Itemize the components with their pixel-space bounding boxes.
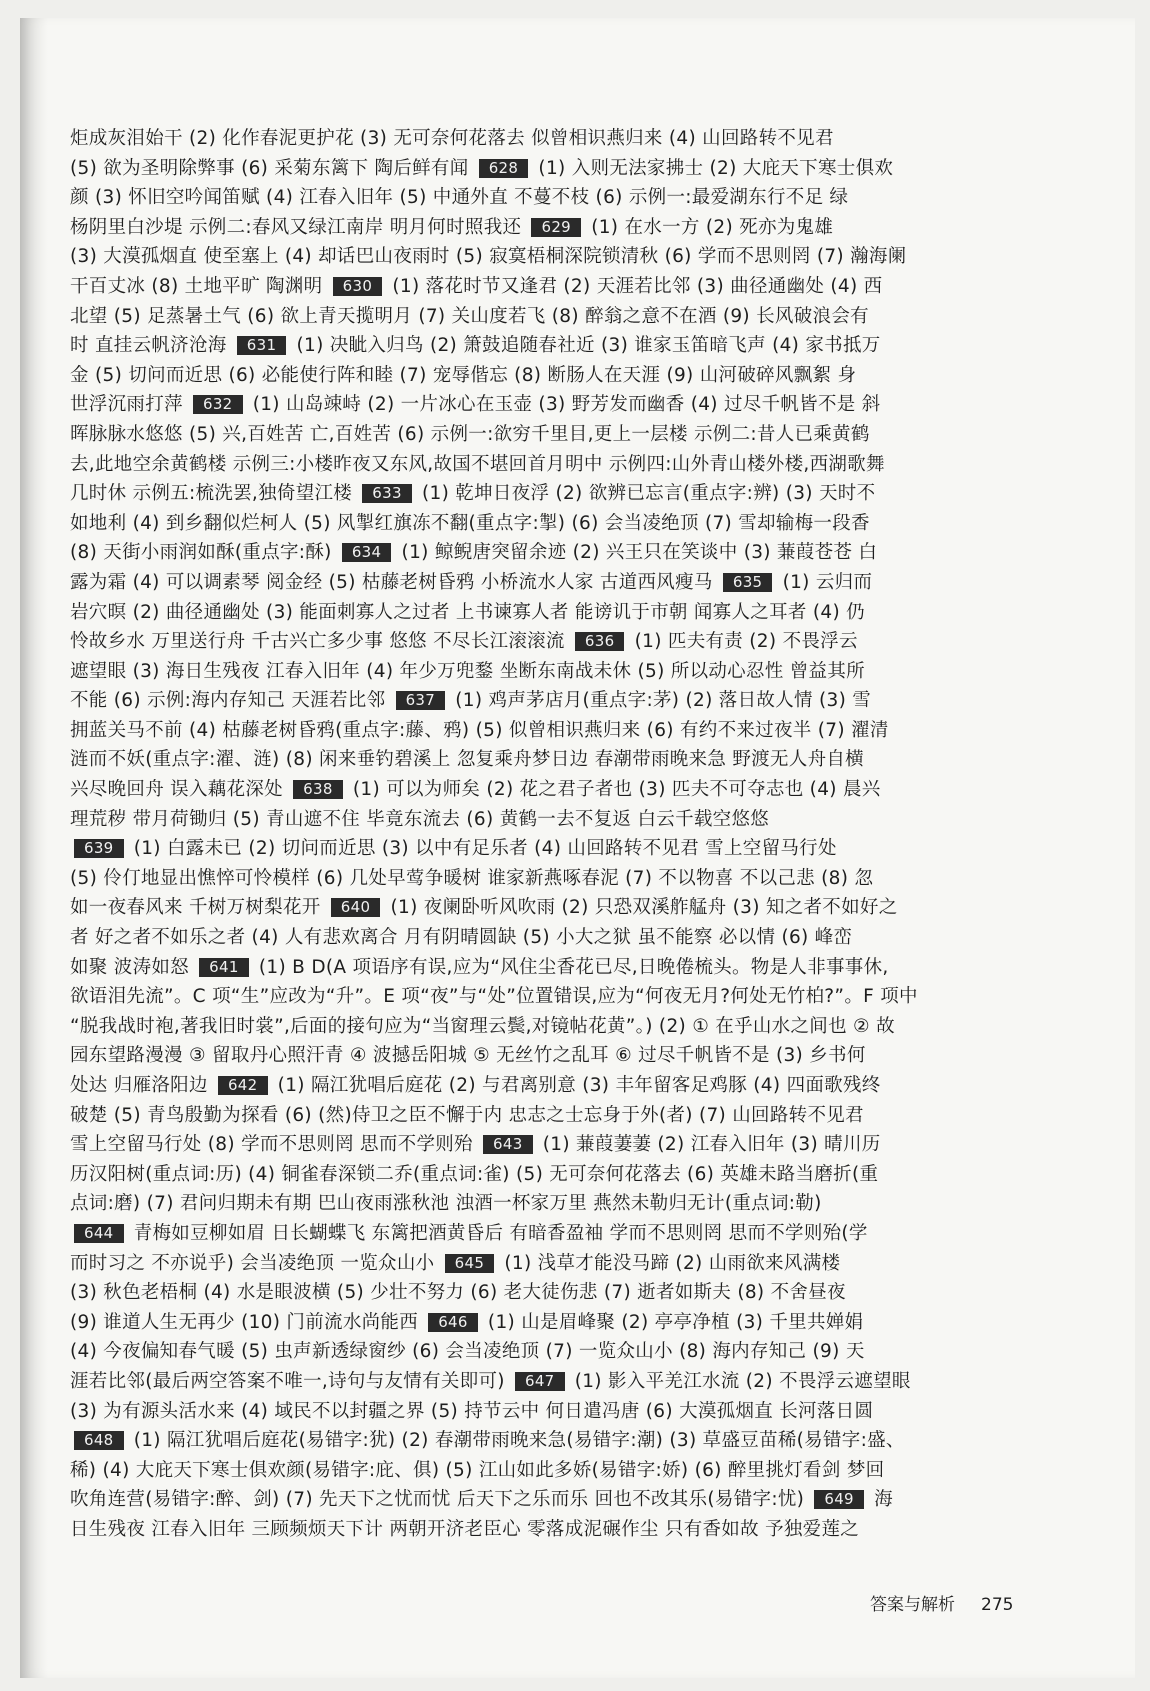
answer-text: 如一夜春风来 千树万树梨花开 xyxy=(70,897,327,919)
answer-text: 遮望眼 (3) 海日生残夜 江春入旧年 (4) 年少万兜鍪 坐断东南战未休 (5) 所以动心忍性 曾益其所 xyxy=(70,660,865,682)
text-line xyxy=(70,716,1025,746)
answer-text: 拥蓝关马不前 (4) 枯藤老树昏鸦(重点字:藤、鸦) (5) 似曾相识燕归来 (6) 有约不来过夜半 (7) 濯清 xyxy=(70,719,889,741)
answer-text: 如聚 波涛如怒 xyxy=(70,956,196,978)
answer-text: 金 (5) 切问而近思 (6) 必能使行阵和睦 (7) 宠辱偕忘 (8) 断肠人在天涯 (9) 山河破碎风飘絮 身 xyxy=(70,364,857,386)
answer-text: (9) 谁道人生无再少 (10) 门前流水尚能西 xyxy=(70,1311,425,1333)
answer-text: 北望 (5) 足蒸暑土气 (6) 欲上青天揽明月 (7) 关山度若飞 (8) 醉翁之意不在酒 (9) 长风破浪会有 xyxy=(70,305,869,327)
question-number-badge: 648 xyxy=(74,1431,124,1450)
answer-text: 稀) (4) 大庇天下寒士俱欢颜(易错字:庇、俱) (5) 江山如此多娇(易错字:娇) (6) 醉里挑灯看剑 梦回 xyxy=(70,1459,885,1481)
text-line xyxy=(70,302,1025,332)
text-line xyxy=(70,1485,1025,1515)
answer-text: 欲语泪先流”。C 项“生”应改为“升”。E 项“夜”与“处”位置错误,应为“何夜无月?何处无竹柏?”。F 项中 xyxy=(70,986,918,1008)
text-line xyxy=(70,1130,1025,1160)
answer-text: 露为霜 (4) 可以调素琴 阅金经 (5) 枯藤老树昏鸦 小桥流水人家 古道西风瘦马 xyxy=(70,571,719,593)
text-line xyxy=(70,686,1025,716)
question-number-badge: 628 xyxy=(479,159,529,178)
answer-text: (1) 影入平羌江水流 (2) 不畏浮云遮望眼 xyxy=(568,1370,911,1392)
text-line xyxy=(70,361,1025,391)
answer-text: 海 xyxy=(867,1489,893,1511)
answer-text: 岩穴暝 (2) 曲径通幽处 (3) 能面刺寡人之过者 上书谏寡人者 能谤讥于市朝 闻寡人之耳者 (4) 仍 xyxy=(70,601,865,623)
answer-text: (1) 夜阑卧听风吹雨 (2) 只恐双溪舴艋舟 (3) 知之者不如好之 xyxy=(384,897,898,919)
page-footer xyxy=(870,1590,1013,1615)
answer-text: 涟而不妖(重点字:濯、涟) (8) 闲来垂钓碧溪上 忽复乘舟梦日边 春潮带雨晚来急 野渡无人舟自横 xyxy=(70,749,864,771)
text-line xyxy=(70,1249,1025,1279)
answer-text: 干百丈冰 (8) 土地平旷 陶渊明 xyxy=(70,275,329,297)
text-line xyxy=(70,1278,1025,1308)
answer-text: 理荒秽 带月荷锄归 (5) 青山遮不住 毕竟东流去 (6) 黄鹤一去不复返 白云千载空悠悠 xyxy=(70,808,770,830)
answer-text: 园东望路漫漫 ③ 留取丹心照汗青 ④ 波撼岳阳城 ⑤ 无丝竹之乱耳 ⑥ 过尽千帆皆不是 (3) 乡书何 xyxy=(70,1045,866,1067)
text-line xyxy=(70,953,1025,983)
answer-text: 几时休 示例五:梳洗罢,独倚望江楼 xyxy=(70,483,359,505)
text-line xyxy=(70,568,1025,598)
text-line xyxy=(70,450,1025,480)
answer-text: 点词:磨) (7) 君问归期未有期 巴山夜雨涨秋池 浊酒一杯家万里 燕然未勒归无计(重点词:勒) xyxy=(70,1193,822,1215)
answer-text: (1) 白露未已 (2) 切问而近思 (3) 以中有足乐者 (4) 山回路转不见君 雪上空留马行处 xyxy=(127,838,837,860)
text-line xyxy=(70,272,1025,302)
text-line xyxy=(70,390,1025,420)
page-number: 275 xyxy=(981,1595,1014,1615)
answer-text: (1) 在水一方 (2) 死亦为鬼雄 xyxy=(585,216,834,238)
answer-text: 而时习之 不亦说乎) 会当凌绝顶 一览众山小 xyxy=(70,1252,441,1274)
question-number-badge: 647 xyxy=(515,1372,565,1391)
text-line xyxy=(70,745,1025,775)
text-line xyxy=(70,598,1025,628)
answer-text: (1) 乾坤日夜浮 (2) 欲辨已忘言(重点字:辨) (3) 天时不 xyxy=(415,483,876,505)
answer-text: (1) 鲸鲵唐突留余迹 (2) 兴王只在笑谈中 (3) 蒹葭苍苍 白 xyxy=(395,542,878,564)
text-line xyxy=(70,331,1025,361)
text-line xyxy=(70,805,1025,835)
text-line xyxy=(70,1219,1025,1249)
question-number-badge: 635 xyxy=(723,573,773,592)
answer-text: (5) 欲为圣明除弊事 (6) 采菊东篱下 陶后鲜有闻 xyxy=(70,157,475,179)
question-number-badge: 643 xyxy=(483,1135,533,1154)
text-line xyxy=(70,1456,1025,1486)
answer-text: (1) 决眦入归鸟 (2) 箫鼓追随春社近 (3) 谁家玉笛暗飞声 (4) 家书抵万 xyxy=(290,335,881,357)
answer-text: (1) 山是眉峰聚 (2) 亭亭净植 (3) 千里共婵娟 xyxy=(481,1311,864,1333)
text-line xyxy=(70,1071,1025,1101)
text-line xyxy=(70,627,1025,657)
question-number-badge: 629 xyxy=(531,218,581,237)
answer-text: 历汉阳树(重点词:历) (4) 铜雀春深锁二乔(重点词:雀) (5) 无可奈何花落去 (6) 英雄未路当磨折(重 xyxy=(70,1163,879,1185)
answer-text: (5) 伶仃地显出憔悴可怜模样 (6) 几处早莺争暖树 谁家新燕啄春泥 (7) 不以物喜 不以己悲 (8) 忽 xyxy=(70,867,874,889)
text-line xyxy=(70,1101,1025,1131)
answer-text: (1) 浅草才能没马蹄 (2) 山雨欲来风满楼 xyxy=(498,1252,841,1274)
answer-text: (1) 鸡声茅店月(重点字:茅) (2) 落日故人情 (3) 雪 xyxy=(449,690,872,712)
answer-text: 炬成灰泪始干 (2) 化作春泥更护花 (3) 无可奈何花落去 似曾相识燕归来 (4) 山回路转不见君 xyxy=(70,128,834,149)
answer-text: (1) B D(A 项语序有误,应为“风住尘香花已尽,日晚倦梳头。物是人非事事休, xyxy=(252,956,889,978)
text-line xyxy=(70,479,1025,509)
answer-text: 颜 (3) 怀旧空吟闻笛赋 (4) 江春入旧年 (5) 中通外直 不蔓不枝 (6) 示例一:最爱湖东行不足 绿 xyxy=(70,187,849,209)
answer-text-body xyxy=(70,124,1025,1545)
answer-text: (1) 隔江犹唱后庭花 (2) 与君离别意 (3) 丰年留客足鸡豚 (4) 四面歌残终 xyxy=(271,1075,881,1096)
answer-text: 如地利 (4) 到乡翻似烂柯人 (5) 风掣红旗冻不翻(重点字:掣) (6) 会当凌绝顶 (7) 雪却输梅一段香 xyxy=(70,512,870,534)
answer-text: (3) 秋色老梧桐 (4) 水是眼波横 (5) 少壮不努力 (6) 老大徒伤悲 (7) 逝者如斯夫 (8) 不舍昼夜 xyxy=(70,1282,846,1304)
text-line xyxy=(70,834,1025,864)
text-line xyxy=(70,538,1025,568)
answer-text: (8) 天街小雨润如酥(重点字:酥) xyxy=(70,542,338,564)
answer-text: 涯若比邻(最后两空答案不唯一,诗句与友情有关即可) xyxy=(70,1370,511,1392)
answer-text: 时 直挂云帆济沧海 xyxy=(70,335,233,357)
answer-text: (1) 可以为师矣 (2) 花之君子者也 (3) 匹夫不可夺志也 (4) 晨兴 xyxy=(346,779,881,801)
text-line xyxy=(70,775,1025,805)
answer-text: (1) 匹夫有责 (2) 不畏浮云 xyxy=(628,631,858,653)
text-line xyxy=(70,893,1025,923)
text-line xyxy=(70,1397,1025,1427)
answer-text: 杨阴里白沙堤 示例二:春风又绿江南岸 明月何时照我还 xyxy=(70,216,528,238)
question-number-badge: 646 xyxy=(428,1313,478,1332)
answer-text: “脱我战时袍,著我旧时裳”,后面的接句应为“当窗理云鬓,对镜帖花黄”。) (2) ① 在乎山水之间也 ② 故 xyxy=(70,1015,895,1037)
text-line xyxy=(70,1308,1025,1338)
text-line xyxy=(70,1426,1025,1456)
question-number-badge: 645 xyxy=(445,1254,495,1273)
answer-text: (4) 今夜偏知春气暖 (5) 虫声新透绿窗纱 (6) 会当凌绝顶 (7) 一览众山小 (8) 海内存知己 (9) 天 xyxy=(70,1341,865,1363)
answer-text: 世浮沉雨打萍 xyxy=(70,394,189,416)
question-number-badge: 630 xyxy=(333,277,383,296)
answer-text: 日生残夜 江春入旧年 三顾频烦天下计 两朝开济老臣心 零落成泥碾作尘 只有香如故 予独爱莲之 xyxy=(70,1518,860,1540)
answer-text: (1) 隔江犹唱后庭花(易错字:犹) (2) 春潮带雨晚来急(易错字:潮) (3) 草盛豆苗稀(易错字:盛、 xyxy=(127,1430,905,1452)
answer-text: (1) 云归而 xyxy=(776,571,873,593)
answer-text: (1) 山岛竦峙 (2) 一片冰心在玉壶 (3) 野芳发而幽香 (4) 过尽千帆皆不是 斜 xyxy=(246,394,881,416)
answer-text: (1) 入则无法家拂士 (2) 大庇天下寒士俱欢 xyxy=(532,157,894,179)
text-line xyxy=(70,1012,1025,1042)
answer-text: (3) 为有源头活水来 (4) 域民不以封疆之界 (5) 持节云中 何日遣冯唐 (6) 大漠孤烟直 长河落日圆 xyxy=(70,1400,874,1422)
question-number-badge: 641 xyxy=(199,958,249,977)
text-line xyxy=(70,509,1025,539)
text-line xyxy=(70,242,1025,272)
page-binding-shadow xyxy=(20,18,48,1678)
answer-text: 怜故乡水 万里送行舟 千古兴亡多少事 悠悠 不尽长江滚滚流 xyxy=(70,631,571,653)
text-line xyxy=(70,1515,1025,1545)
question-number-badge: 633 xyxy=(362,484,412,503)
question-number-badge: 644 xyxy=(74,1224,124,1243)
answer-text: (3) 大漠孤烟直 使至塞上 (4) 却话巴山夜雨时 (5) 寂寞梧桐深院锁清秋 (6) 学而不思则罔 (7) 瀚海阑 xyxy=(70,246,907,268)
answer-text: 去,此地空余黄鹤楼 示例三:小楼昨夜又东风,故国不堪回首月明中 示例四:山外青山楼外楼,西湖歌舞 xyxy=(70,453,885,475)
answer-text: 破楚 (5) 青鸟殷勤为探看 (6) (然)侍卫之臣不懈于内 忠志之士忘身于外(者) (7) 山回路转不见君 xyxy=(70,1104,864,1126)
question-number-badge: 639 xyxy=(74,839,124,858)
question-number-badge: 640 xyxy=(331,898,381,917)
text-line xyxy=(70,1337,1025,1367)
text-line xyxy=(70,213,1025,243)
answer-text: 雪上空留马行处 (8) 学而不思则罔 思而不学则殆 xyxy=(70,1134,480,1156)
text-line xyxy=(70,154,1025,184)
text-line xyxy=(70,1189,1025,1219)
question-number-badge: 637 xyxy=(396,691,446,710)
text-line xyxy=(70,923,1025,953)
text-line xyxy=(70,124,1025,154)
text-line xyxy=(70,1160,1025,1190)
question-number-badge: 636 xyxy=(575,632,625,651)
text-line xyxy=(70,183,1025,213)
text-line xyxy=(70,657,1025,687)
text-line xyxy=(70,420,1025,450)
question-number-badge: 638 xyxy=(293,780,343,799)
answer-text: (1) 落花时节又逢君 (2) 天涯若比邻 (3) 曲径通幽处 (4) 西 xyxy=(386,275,883,297)
answer-text: 兴尽晚回舟 误入藕花深处 xyxy=(70,779,290,801)
text-line xyxy=(70,864,1025,894)
answer-text: 不能 (6) 示例:海内存知己 天涯若比邻 xyxy=(70,690,392,712)
answer-text: 吹角连营(易错字:醉、剑) (7) 先天下之忧而忧 后天下之乐而乐 回也不改其乐(易错字:忧) xyxy=(70,1489,811,1511)
answer-text: 处达 归雁洛阳边 xyxy=(70,1075,214,1096)
footer-label: 答案与解析 xyxy=(870,1595,955,1615)
answer-text: 者 好之者不如乐之者 (4) 人有悲欢离合 月有阴晴圆缺 (5) 小大之狱 虽不能察 必以情 (6) 峰峦 xyxy=(70,927,853,949)
text-line xyxy=(70,1367,1025,1397)
question-number-badge: 649 xyxy=(814,1490,864,1509)
text-line xyxy=(70,1041,1025,1071)
question-number-badge: 634 xyxy=(342,543,392,562)
answer-text: (1) 蒹葭萋萋 (2) 江春入旧年 (3) 晴川历 xyxy=(536,1134,881,1156)
answer-text: 青梅如豆柳如眉 日长蝴蝶飞 东篱把酒黄昏后 有暗香盈袖 学而不思则罔 思而不学则殆(学 xyxy=(127,1222,868,1244)
text-line xyxy=(70,982,1025,1012)
question-number-badge: 642 xyxy=(218,1076,268,1095)
question-number-badge: 631 xyxy=(237,336,287,355)
question-number-badge: 632 xyxy=(193,395,243,414)
answer-text: 晖脉脉水悠悠 (5) 兴,百姓苦 亡,百姓苦 (6) 示例一:欲穷千里目,更上一层楼 示例二:昔人已乘黄鹤 xyxy=(70,423,870,445)
